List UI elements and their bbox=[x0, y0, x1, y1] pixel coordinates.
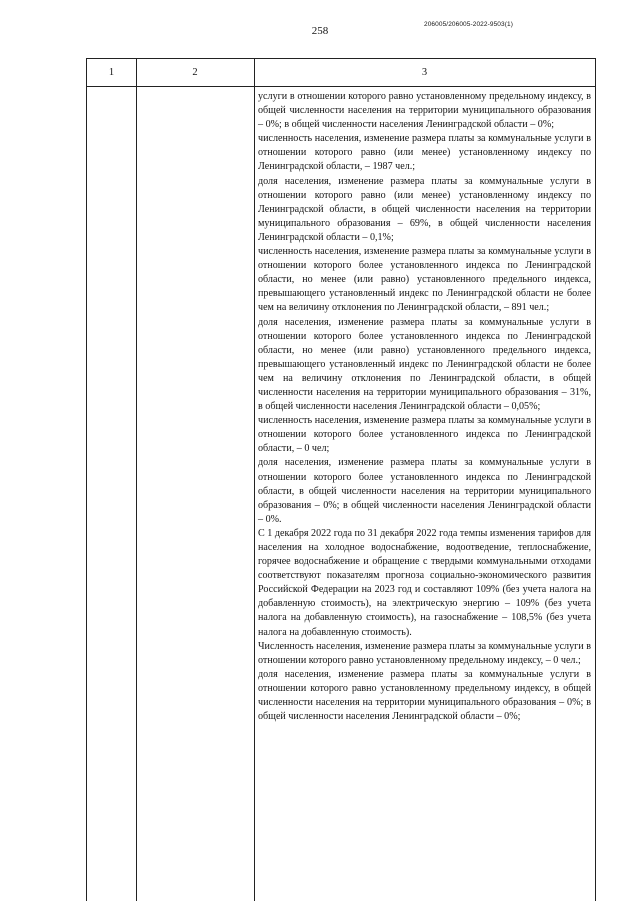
paragraph: численность населения, изменение размера платы за коммунальные услуги в отношении которого более установленного индекса по Ленинградской области, но менее (или равно) установленного предельного индекса, превышающего установленный индекс по Ленинградской области не более чем на величину отклонения по Ленинградской области, – 891 чел.; bbox=[258, 246, 591, 314]
column-header-1: 1 bbox=[108, 67, 115, 78]
column-header-3: 3 bbox=[421, 67, 428, 78]
table-header-row bbox=[87, 59, 595, 87]
paragraph: доля населения, изменение размера платы за коммунальные услуги в отношении которого равно установленному предельному индексу, в общей численности населения на территории муниципального образования – 0%; в общей численности населения Ленинградской области – 0%; bbox=[258, 668, 591, 723]
document-id: 206005/206005-2022-9503(1) bbox=[424, 21, 513, 28]
cell-column-3 bbox=[258, 90, 591, 724]
paragraph: С 1 декабря 2022 года по 31 декабря 2022 года темпы изменения тарифов для населения на холодное водоснабжение, водоотведение, теплоснабжение, горячее водоснабжение и обращение с твердыми коммунальными отходами соответствуют показателям прогноза социально-экономического развития Российской Федерации на 2023 год и составляют 109% (без учета налога на добавленную стоимость), на электрическую энергию – 109% (без учета налога на добавленную стоимость), на газоснабжение – 108,5% (без учета налога на добавленную стоимость). bbox=[258, 527, 591, 638]
content-table bbox=[86, 58, 596, 901]
paragraph: услуги в отношении которого равно установленному предельному индексу, в общей численности населения на территории муниципального образования – 0%; в общей численности населения Ленинградской области – 0%; bbox=[258, 91, 591, 131]
paragraph: доля населения, изменение размера платы за коммунальные услуги в отношении которого более установленного индекса по Ленинградской области, в общей численности населения на территории муниципального образования – 0%; в общей численности населения Ленинградской области – 0%. bbox=[258, 457, 591, 525]
column-header-2: 2 bbox=[192, 67, 198, 78]
page-number: 258 bbox=[311, 25, 329, 37]
paragraph: доля населения, изменение размера платы за коммунальные услуги в отношении которого равно (или менее) установленному индексу по Ленинградской области, в общей численности населения на территории муниципального образования – 69%, в общей численности населения Ленинградской области – 0,1%; bbox=[258, 175, 591, 243]
paragraph: доля населения, изменение размера платы за коммунальные услуги в отношении которого более установленного индекса по Ленинградской области, но менее (или равно) установленного предельного индекса, превышающего установленный индекс по Ленинградской области не более чем на величину отклонения по Ленинградской области, в общей численности населения на территории муниципального образования – 31%, в общей численности населения Ленинградской области – 0,05%; bbox=[258, 316, 591, 413]
column-divider bbox=[254, 59, 255, 901]
column-divider bbox=[136, 59, 137, 901]
paragraph: Численность населения, изменение размера платы за коммунальные услуги в отношении которого равно установленному предельному индексу, – 0 чел.; bbox=[258, 640, 591, 666]
paragraph: численность населения, изменение размера платы за коммунальные услуги в отношении которого более установленного индекса по Ленинградской области, – 0 чел; bbox=[258, 415, 591, 455]
paragraph: численность населения, изменение размера платы за коммунальные услуги в отношении которого равно (или менее) установленному индексу по Ленинградской области, – 1987 чел.; bbox=[258, 133, 591, 173]
